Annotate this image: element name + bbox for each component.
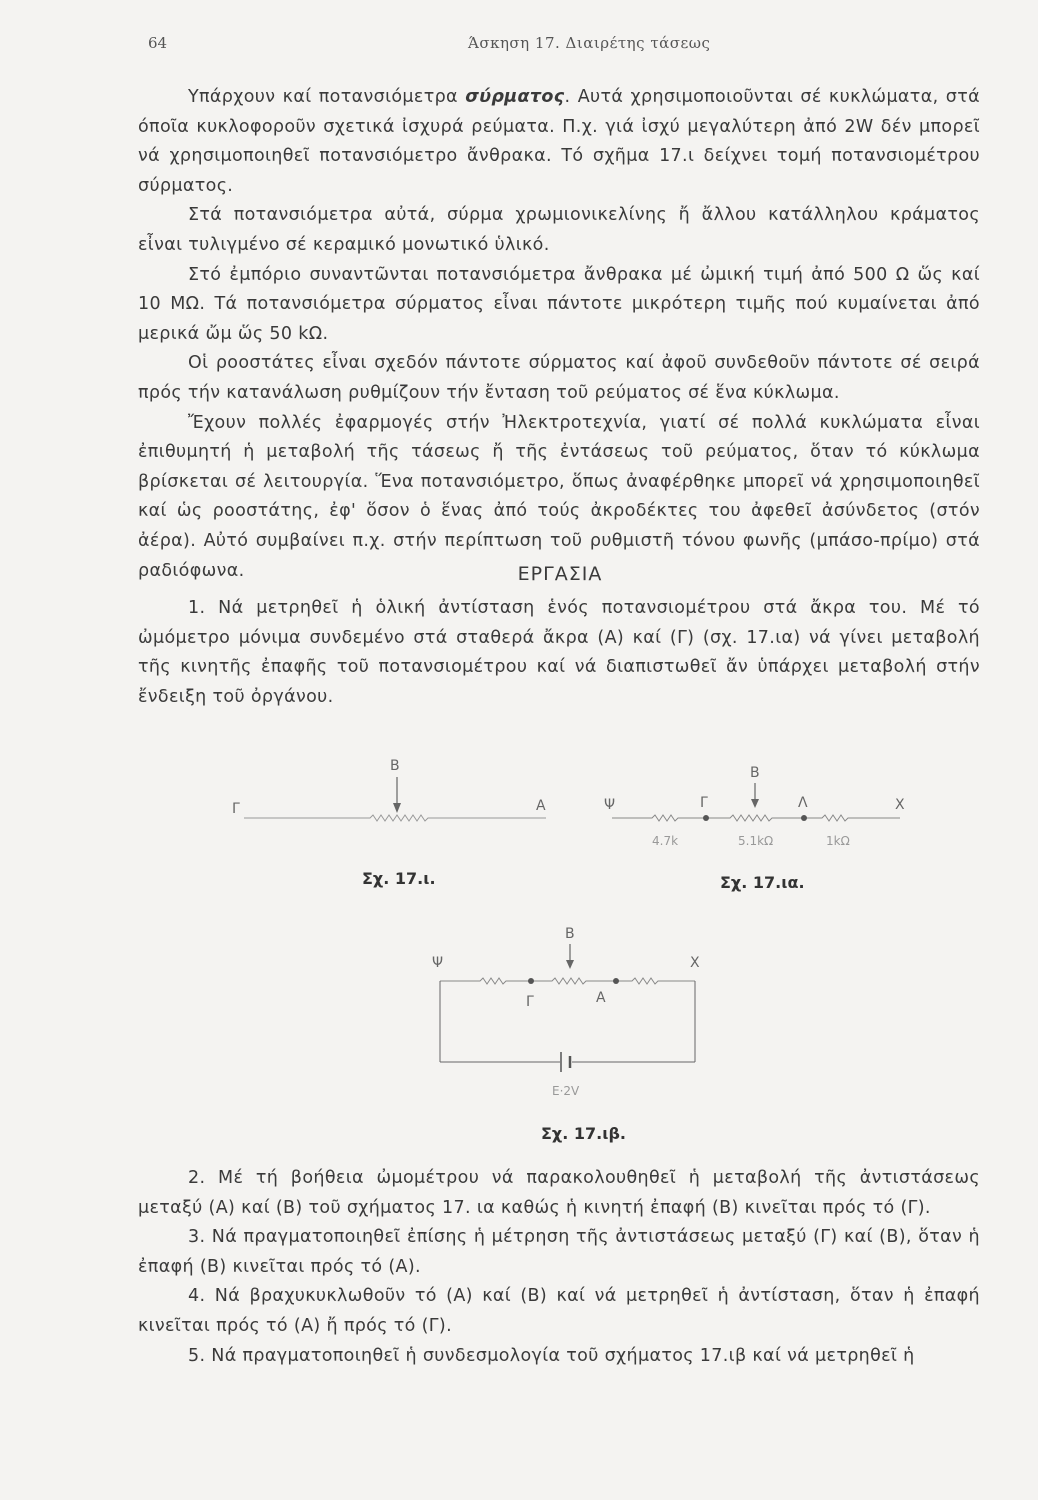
potentiometer-resistor bbox=[244, 815, 546, 821]
label-X: Χ bbox=[895, 797, 905, 813]
page-header bbox=[148, 34, 968, 56]
figure-17-ia bbox=[600, 755, 920, 855]
resistor-value-2: 5.1kΩ bbox=[738, 834, 774, 848]
paragraph: Οἱ ροοστάτες εἶναι σχεδόν πάντοτε σύρματος καί ἀφοῦ συνδεθοῦν πάντοτε σέ σειρά πρός τήν κατανάλωση ρυθμίζουν τήν ἔνταση τοῦ ρεύματος σέ ἕνα κύκλωμα. bbox=[138, 353, 980, 403]
figure-17-i bbox=[230, 755, 560, 835]
label-B: Β bbox=[750, 765, 760, 781]
voltage-divider-chain bbox=[612, 815, 900, 821]
label-Psi: Ψ bbox=[604, 797, 616, 813]
task-item: 4. Νά βραχυκυκλωθοῦν τό (Α) καί (Β) καί νά μετρηθεῖ ἡ ἀντίσταση, ὅταν ἡ ἐπαφή κινεῖται πρός τό (Α) ἤ πρός τό (Γ). bbox=[138, 1286, 980, 1336]
battery-label: E·2V bbox=[552, 1084, 580, 1098]
paragraph: Στό ἐμπόριο συναντῶνται ποτανσιόμετρα ἄνθρακα μέ ὠμική τιμή ἀπό 500 Ω ὥς καί 10 ΜΩ. Τά ποτανσιόμετρα σύρματος εἶναι πάντοτε μικρότερη τιμῆς πού κυμαίνεται ἀπό μερικά ὤμ ὥς 50 kΩ. bbox=[138, 264, 980, 344]
running-title: Άσκηση 17. Διαιρέτης τάσεως bbox=[468, 34, 711, 52]
task-item: 2. Μέ τή βοήθεια ὠμομέτρου νά παρακολουθηθεῖ ἡ μεταβολή τῆς ἀντιστάσεως μεταξύ (Α) καί (Β) τοῦ σχήματος 17. ια καθώς ἡ κινητή ἐπαφή (Β) κινεῖται πρός τό (Γ). bbox=[138, 1168, 980, 1218]
resistor-value-1: 4.7k bbox=[652, 834, 679, 848]
section-title: ΕΡΓΑΣΙΑ bbox=[517, 563, 603, 585]
paragraph: Υπάρχουν καί ποτανσιόμετρα σύρματος. Αυτά χρησιμοποιοῦνται σέ κυκλώματα, στά όποῖα κυκλοφοροῦν σχετικά ἰσχυρά ρεύματα. Π.χ. γιά ἰσχύ μεγαλύτερη ἀπό 2W δέν μπορεῖ νά χρησιμοποιηθεῖ ποτανσιόμετρο ἄνθρακα. Τό σχῆμα 17.ι δείχνει τομή ποτανσιομέτρου σύρματος. bbox=[138, 87, 981, 196]
divider-resistor-chain bbox=[440, 978, 695, 984]
paragraph: Ἔχουν πολλές ἐφαρμογές στήν Ἠλεκτροτεχνία, γιατί σέ πολλά κυκλώματα εἶναι ἐπιθυμητή ἡ μεταβολή τῆς τάσεως ἤ τῆς ἐντάσεως τοῦ ρεύματος, ὅταν τό κύκλωμα βρίσκεται σέ λειτουργία. Ἕνα ποτανσιόμετρο, ὅπως ἀναφέρθηκε μπορεῖ νά χρησιμοποιηθεῖ καί ὡς ροοστάτης, ἐφ' ὅσον ὁ ἕνας ἀπό τούς ἀκροδέκτες του ἀφεθεῖ ἀσύνδετος (στόν ἀέρα). Αὐτό συμβαίνει π.χ. στήν περίπτωση τοῦ ρυθμιστῆ τόνου φωνῆς (μπάσο-πρίμο) στά ραδιόφωνα. bbox=[138, 412, 980, 581]
label-A: Α bbox=[536, 798, 546, 814]
task-item: 3. Νά πραγματοποιηθεῖ ἐπίσης ἡ μέτρηση τῆς ἀντιστάσεως μεταξύ (Γ) καί (Β), ὅταν ἡ ἐπαφή (Β) κινεῖται πρός τό (Α). bbox=[138, 1227, 980, 1277]
intro-text bbox=[138, 83, 980, 586]
figure-caption: Σχ. 17.ι. bbox=[362, 869, 436, 888]
label-B: Β bbox=[390, 758, 400, 774]
resistor-value-3: 1kΩ bbox=[826, 834, 850, 848]
task-item: 1. Νά μετρηθεῖ ἡ ὁλική ἀντίσταση ἑνός ποτανσιομέτρου στά ἄκρα του. Μέ τό ὠμόμετρο μόνιμα συνδεμένο στά σταθερά ἄκρα (Α) καί (Γ) (σχ. 17.ια) νά γίνει μεταβολή τῆς κινητῆς ἐπαφῆς τοῦ ποτανσιομέτρου καί νά διαπιστωθεῖ ἄν ὑπάρχει μεταβολή στήν ἔνδειξη τοῦ ὀργάνου. bbox=[138, 598, 980, 707]
paragraph: Στά ποτανσιόμετρα αὐτά, σύρμα χρωμιονικελίνης ἤ ἄλλου κατάλληλου κράματος εἶναι τυλιγμένο σέ κεραμικό μονωτικό ὑλικό. bbox=[138, 205, 980, 255]
label-L: Λ bbox=[798, 795, 808, 811]
label-G: Γ bbox=[700, 795, 708, 811]
emphasis: σύρματος bbox=[465, 87, 565, 107]
label-B: Β bbox=[565, 926, 575, 942]
label-A: Α bbox=[596, 990, 606, 1006]
task-item: 5. Νά πραγματοποιηθεῖ ἡ συνδεσμολογία τοῦ σχήματος 17.ιβ καί νά μετρηθεῖ ἡ bbox=[188, 1345, 915, 1366]
label-Psi: Ψ bbox=[432, 955, 444, 971]
label-G: Γ bbox=[526, 994, 534, 1010]
page-number: 64 bbox=[148, 34, 168, 52]
figure-17-ib bbox=[420, 920, 720, 1110]
label-G: Γ bbox=[232, 801, 240, 817]
task-list-2 bbox=[138, 1164, 980, 1371]
label-X: Χ bbox=[690, 955, 700, 971]
figure-caption: Σχ. 17.ια. bbox=[720, 873, 805, 892]
figure-caption: Σχ. 17.ιβ. bbox=[541, 1124, 627, 1143]
task-list-1 bbox=[138, 594, 980, 712]
